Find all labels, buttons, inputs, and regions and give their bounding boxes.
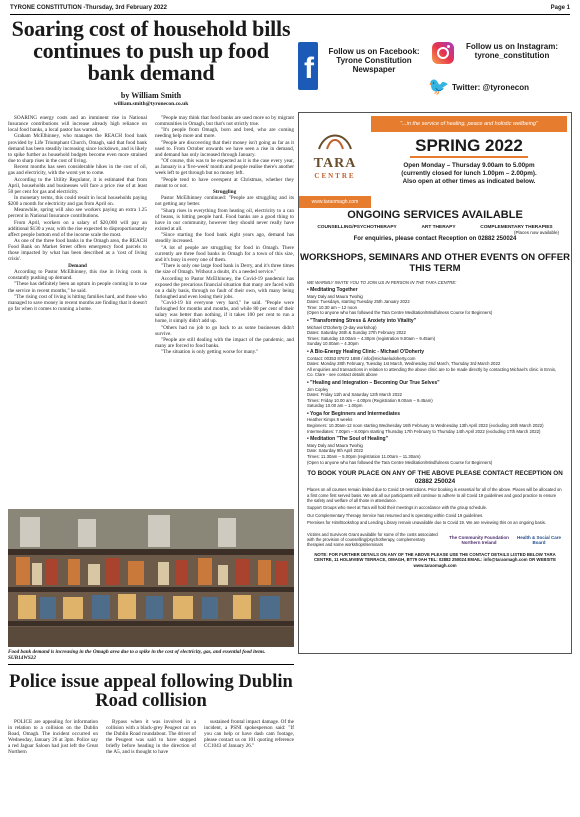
workshop-detail: Date: Saturday 9th April 2022: [307, 448, 364, 454]
paragraph: Pastor McElhinney continued: "People are struggling and its not getting any better.: [155, 195, 294, 208]
main-headline: Soaring cost of household bills continues to push up food bank demand: [11, 16, 291, 85]
spring-title: SPRING 2022: [410, 136, 528, 158]
paragraph: "People may think that food banks are used more so by migrant communities in Omagh, but that's not strictly true.: [155, 115, 294, 128]
paragraph: "It's people from Omagh, born and bred, who are coming needing help more and more.: [155, 127, 294, 140]
workshop-detail: Heather Kimps 8 weeks: [307, 417, 353, 423]
paragraph: In monetary terms, this could result in local households paying $200 a month for electricity and gas from April on.: [8, 194, 147, 208]
workshop-detail: Michael O'Doherty (2-day workshop): [307, 324, 377, 330]
second-story-body: [8, 719, 294, 817]
funders-text: Victims and Survivors Grant available for some of the costs associated with the provision of counselling/psychotherapy, complementary therapies and some workshops/seminars: [307, 531, 438, 548]
health-social-care-logo: Health & Social Care Board: [516, 534, 561, 545]
tara-centre-advert: [298, 112, 572, 654]
workshop-detail: Sunday 10.00am – 4.30pm: [307, 341, 359, 347]
workshop-title: • Meditating Together: [307, 287, 358, 293]
workshop-detail: Dates: Tuesdays, starting Tuesday 25th January 2022: [307, 299, 410, 305]
note: Support Groups who meet at Tara will hold their meetings in accordance with the group schedule.: [307, 505, 488, 511]
workshop-detail: (Open to anyone who has followed the Tara Centre Meditation/Mindfulness Course for Beginners): [307, 310, 493, 316]
note: Our Complementary Therapy Service has resumed and is operating within Covid 19 guidelines.: [307, 512, 484, 518]
paragraph: "Covid-19 hit everyone very hard," he said. "People were furloughed for months and months, and while 80 per cent of their salary was better than nothing, if it takes 100 per cent to run a home, it simply didn't add up.: [155, 300, 294, 325]
workshop-detail: Dates: Monday 28th February, Tuesday 1st March, Wednesday 2nd March, Thursday 3rd March 2022: [307, 361, 501, 367]
twitter-handle: Twitter: @tyronecon: [452, 82, 529, 92]
paragraph: POLICE are appealing for information in relation to a collision on the Dublin Road, Omagh. The incident occurred on Wednesday, January 26 at 3pm. Police say a red Jaguar Saloon had just left the Great Northern: [8, 719, 98, 756]
workshop-detail: Time: 10.30 am – 12 noon: [307, 304, 358, 310]
workshop-detail: Beginners: 10.30am-12 noon starting Wednesday 16th February to Wednesday 13th April 2022 (excluding 16th March 2022): [307, 423, 544, 429]
paragraph: As one of the three food banks in the Omagh area, the REACH Food Bank on Market Street offers emergency food parcels to those impacted by what has been described as a 'cost of living crisis'.: [8, 238, 147, 263]
paragraph: SOARING energy costs and an imminent rise in National Insurance contributions will increase already high reliance on local food banks, a local pastor has warned.: [8, 115, 147, 134]
workshop-title: • "Transforming Stress & Anxiety into Vitality": [307, 317, 417, 324]
byline-email[interactable]: william.smith@tyronecon.co.uk: [113, 101, 189, 107]
booking-line: TO BOOK YOUR PLACE ON ANY OF THE ABOVE PLEASE CONTACT RECEPTION ON 02882 250024: [307, 470, 563, 485]
tara-tagline: "...in the service of healing, peace and holistic wellbeing": [371, 116, 567, 132]
note: Places on all courses remain limited due to Covid 19 restrictions. Prior booking is essential for all of the above. Places will be allocated on a first come first served basis. We ask all our participants will continue to adhere to all Covid 19 guidelines and good practice to ensure the safety and welfare of all those in attendance.: [307, 487, 562, 504]
story-column-1: [8, 115, 147, 507]
workshop-detail: Mary Daly and Maura Twohig: [307, 442, 363, 448]
paragraph: According to Pastor McElhinney, this rise in living costs is constantly pushing up demand.: [8, 269, 147, 282]
contact-footer: NOTE: FOR FURTHER DETAILS ON ANY OF THE ABOVE PLEASE USE THE CONTACT DETAILS LISTED BELOW TARA CENTRE, 11 HOLMVIEW TERRACE, OMAGH, BT79 0AH TEL: 02882 250024 EMAIL: info@taraomagh.com OR WEBSITE www.taraomagh.com: [314, 551, 556, 569]
social-bar: [298, 42, 572, 102]
paragraph: "People are still dealing with the impact of the pandemic, and many are forced to food banks.: [155, 337, 294, 350]
workshop-detail: Times: Friday 10.00 am – 4.00pm (Registration 9.00am – 9.45am): [307, 397, 433, 403]
notes: [299, 487, 571, 525]
food-bank-photo: [8, 509, 294, 647]
workshop-detail: (Open to anyone who has followed the Tara Centre Meditation/Mindfulness Course for Beginners): [307, 459, 493, 465]
enquiries-line: For enquiries, please contact Reception on 02882 250024: [353, 236, 517, 242]
paragraph: Meanwhile, spring will also see workers paying an extra 1.25 percent in National Insurance contributions.: [8, 207, 147, 220]
tara-intro: [371, 113, 571, 205]
paragraph: "Since starting the food bank eight years ago, demand has steadily increased.: [155, 232, 294, 245]
byline-author: by William Smith: [120, 91, 182, 100]
food-shelves-image: [8, 509, 294, 647]
paragraph: "Sharp rises in everything from heating oil, electricity to a can of beans, is hitting people hard. Food banks are a good thing to have in our community, however they should never really have existed at all.: [155, 207, 294, 232]
twitter-row: [428, 78, 529, 96]
workshop-title: • Yoga for Beginners and Intermediates: [307, 410, 400, 417]
hours-line: Also open at other times as indicated below.: [402, 178, 536, 185]
hours-line: (currently closed for lunch 1.00pm – 2.00pm).: [401, 170, 537, 177]
workshop-detail: Times: Saturday 10.00am – 4.30pm (registration 9.00am – 9.45am): [307, 335, 436, 341]
workshop-detail: Jim Copley: [307, 386, 329, 392]
story2-column-3: [204, 719, 294, 817]
divider: [8, 664, 294, 665]
workshop-title: • "Healing and Integration – Becoming Our True Selves": [307, 379, 440, 386]
subhead: Demand: [68, 262, 87, 269]
workshop-detail: Intermediates: 7.00pm – 8.00pm starting Thursday 17th February to Thursday 14th April 2022 (excluding 17th March 2022): [307, 428, 541, 434]
tara-name: TARA: [313, 156, 357, 171]
tara-header: [299, 113, 571, 205]
opening-hours: [371, 162, 567, 186]
paragraph: "These has definitely been an upturn in people coming in to use the service in recent months," he said.: [8, 281, 147, 294]
instagram-icon[interactable]: [432, 42, 454, 64]
paragraph: "A lot of people are struggling for food in Omagh. There currently are three food banks in Omagh for a town of this size, and it's busy in every one of them.: [155, 244, 294, 263]
tara-centre-label: CENTRE: [314, 172, 356, 180]
page-number: Page 1: [550, 5, 570, 11]
paragraph: "The rising cost of living is hitting families hard, and those who managed to save money in recent months are finding that it doesn't go far when it comes to running a home.: [8, 293, 147, 312]
paragraph: According to the Utility Regulator, it is estimated that from April, households and businesses will face a price rise of at least 50 per cent for gas and electricity.: [8, 176, 147, 195]
paragraph: "People tend to have overspent at Christmas, whether they meant to or not.: [155, 176, 294, 189]
invite-line: WE WARMLY INVITE YOU TO JOIN US IN PERSON IN THE TARA CENTRE:: [307, 280, 457, 285]
tara-logo: [299, 113, 371, 205]
workshop-detail: All enquiries and transactions in relation to attending the above clinic are to be made directly by contacting Michael's clinic in Ennis, Co. Clare - see contact details above: [307, 366, 557, 378]
paragraph: "There is only one large food bank in Derry, and it's three times the size of Omagh. Without a doubt, it's a needed service.": [155, 263, 294, 276]
paragraph: "People are discovering that their money isn't going as far as it used to. From October onwards we have seen a rise in demand, and demand has only increased through January.: [155, 139, 294, 158]
workshop-detail: Dates: Saturday 26th & Sunday 27th February 2022: [307, 330, 406, 336]
workshop-detail: Saturday 10.00 am – 1.00pm: [307, 403, 363, 409]
workshop-detail: Dates: Friday 11th and Saturday 12th March 2022: [307, 392, 402, 398]
paper-dateline: TYRONE CONSTITUTION -Thursday, 3rd February 2022: [10, 5, 167, 11]
ongoing-heading: ONGOING SERVICES AVAILABLE: [347, 209, 523, 221]
subhead: Struggling: [212, 189, 237, 196]
service-item: COMPLEMENTARY THERAPIES: [480, 225, 553, 230]
story2-column-2: [106, 719, 196, 817]
paragraph: From April, workers on a salary of $20,000 will pay an additional $130 a year, with the rise expected to disproportionately affect people bottom end of the income scale the most.: [8, 219, 147, 238]
workshop-detail: Contact: 00353 87672 1888 / info@michaelodoherty.com: [307, 355, 416, 361]
paragraph: "The situation is only getting worse for many.": [161, 349, 259, 356]
main-story-body: [8, 115, 294, 507]
paragraph: sustained frontal impact damage. Of the incident, a PSNI spokesperson said: "If you can help or have dash cam footage, please contact us on 101 quoting reference CC1043 of January 26.": [204, 719, 294, 750]
masthead: [10, 5, 570, 15]
workshop-list: [299, 288, 571, 465]
facebook-icon[interactable]: f: [298, 42, 318, 90]
paragraph: Recent months has seen considerable hikes in the cost of oil, gas and electricity, with the worst yet to come.: [8, 164, 147, 177]
service-item: ART THERAPY: [421, 225, 456, 230]
paragraph: According to Pastor McElhinney, the Covid-19 pandemic has exposed the precarious financial situation that many are faced with on a daily basis, through no fault of their own, with many being furloughed and even losing their jobs.: [155, 275, 294, 300]
service-item: COUNSELLING/PSYCHOTHERAPY: [317, 225, 397, 230]
funders-row: [299, 528, 571, 552]
story-column-2: [155, 115, 294, 507]
workshop-title: • Meditation "The Soul of Healing": [307, 436, 388, 443]
hours-line: Open Monday – Thursday 9.00am to 5.00pm: [403, 162, 535, 169]
workshop-detail: Mary Daly and Maura Twohig: [307, 293, 363, 299]
workshop-title: • A Bio-Energy Healing Clinic - Michael O'Doherty: [307, 348, 425, 355]
paragraph: "Of course, this was to be expected as it is the case every year, as January is a 'five-week' month and people realise there's another week left to get through but no money left.: [155, 158, 294, 177]
left-column: [8, 18, 294, 817]
note: Premises for Him/Bookshop and Lending Library remain unavailable due to Covid 19. We are reviewing this on an ongoing basis.: [307, 520, 546, 526]
byline: [8, 91, 294, 109]
workshop-detail: Times: 11.30am – 5.00pm (registration 11.00am – 11.30am): [307, 454, 421, 460]
community-foundation-logo: The Community Foundation Northern Ireland: [449, 534, 509, 545]
workshops-heading: WORKSHOPS, SEMINARS AND OTHER EVENTS ON OFFER THIS TERM: [300, 252, 570, 274]
paragraph: "Others had no job to go back to as some businesses didn't survive.: [155, 324, 294, 337]
story2-column-1: [8, 719, 98, 817]
facebook-text: Follow us on Facebook: Tyrone Constitution Newspaper: [328, 47, 420, 74]
right-column: [298, 42, 572, 654]
places-note: (Places now available): [513, 230, 559, 235]
tara-logo-icon: [315, 127, 355, 151]
paragraph: Graham McElhinney, who manages the REACH food bank provided by Life Triumphant Church, Omagh, said that food bank demand has been steadily increasing since lockdown, and is likely to spike further as household budgets become even more strained due to sharp rises in the cost of living.: [8, 133, 147, 164]
photo-caption: Food bank demand is increasing in the Omagh area due to a spike in the cost of electricity, gas, and essential food items. SUB14WS22: [8, 649, 266, 661]
second-headline: Police issue appeal following Dublin Road collision: [9, 672, 293, 711]
paragraph: Bypass when it was involved in a collision with a black-grey Peugeot car on the Dublin Road roundabout. The driver of the Peugeot was said to have stopped briefly before heading in the direction of the A5, and is thought to have: [106, 719, 196, 756]
tara-url[interactable]: www.taraomagh.com: [299, 196, 371, 208]
twitter-icon[interactable]: 🐦: [428, 77, 450, 96]
instagram-text: Follow us on Instagram: tyrone_constitution: [465, 42, 558, 60]
